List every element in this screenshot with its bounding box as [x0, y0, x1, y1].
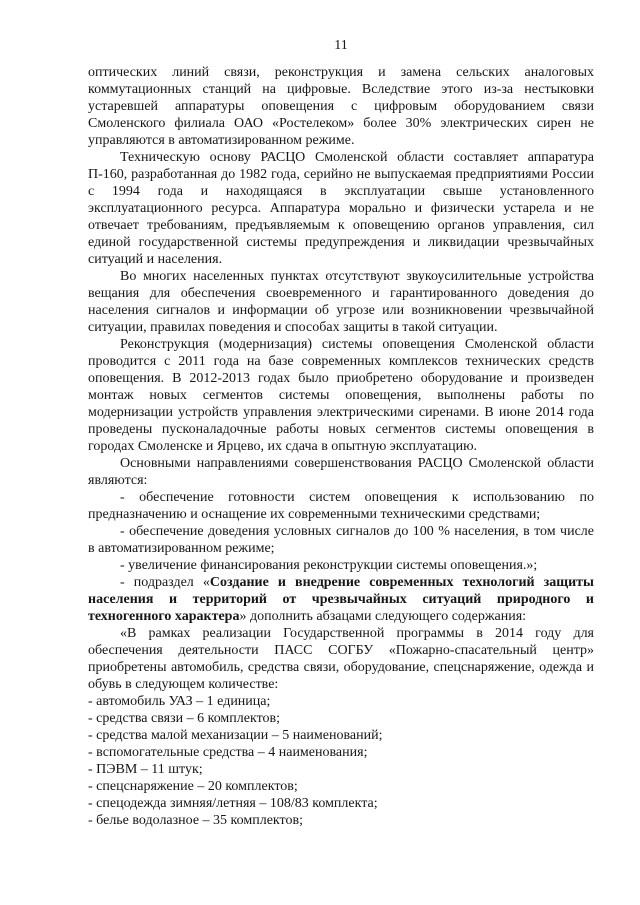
list-item: - спецодежда зимняя/летняя – 108/83 комплекта;	[88, 796, 378, 811]
list-item: - вспомогательные средства – 4 наименования;	[88, 745, 368, 760]
subsection-suffix: » дополнить абзацами следующего содержания:	[239, 609, 527, 624]
list-item: - спецснаряжение – 20 комплектов;	[88, 779, 298, 794]
paragraph-direction-readiness: - обеспечение готовности систем оповещения к использованию по предназначению и оснащение их современными техническими средствами;	[88, 490, 594, 522]
paragraph-subsection	[88, 574, 594, 625]
paragraph-program-purchases: «В рамках реализации Государственной программы в 2014 году для обеспечения деятельности ПАСС СОГБУ «Пожарно-спасательный центр» приобретены автомобиль, средства связи, оборудование, спецснаряжение, одежда и обувь в следующем количестве:	[88, 626, 594, 692]
page-number: 11	[334, 38, 348, 53]
paragraph-sound-devices: Во многих населенных пунктах отсутствуют звукоусилительные устройства вещания для обеспечения своевременного и гарантированного доведения до населения сигналов и информации об угрозе или возникновении чрезвычайной ситуации, правилах поведения и способах защиты в такой ситуации.	[88, 269, 594, 335]
subsection-prefix: - подраздел «	[120, 575, 210, 590]
subsection-title: Создание и внедрение современных технологий защиты населения и территорий от чрезвычайных ситуаций природного и техногенного характера	[88, 575, 594, 624]
list-item: - автомобиль УАЗ – 1 единица;	[88, 694, 271, 709]
list-item: - средства малой механизации – 5 наименований;	[88, 728, 383, 743]
paragraph-technical-basis: Техническую основу РАСЦО Смоленской области составляет аппаратура П-160, разработанная до 1982 года, серийно не выпускаемая предприятиями России с 1994 года и находящаяся в эксплуатации свыше установленного эксплуатационного ресурса. Аппаратура морально и физически устарела и не отвечает требованиям, предъявляемым к оповещению органов управления, сил единой государственной системы предупреждения и ликвидации чрезвычайных ситуаций и населения.	[88, 150, 594, 267]
purchase-list	[88, 693, 594, 829]
list-item: - средства связи – 6 комплектов;	[88, 711, 281, 726]
paragraph-direction-funding: - увеличение финансирования реконструкции системы оповещения.»;	[120, 558, 538, 573]
list-item: - белье водолазное – 35 комплектов;	[88, 813, 303, 828]
list-item: - ПЭВМ – 11 штук;	[88, 762, 203, 777]
paragraph-continuation: оптических линий связи, реконструкция и замена сельских аналоговых коммутационных станций на цифровые. Вследствие этого из-за нестыковки устаревшей аппаратуры оповещения с цифровым оборудованием связи Смоленского филиала ОАО «Ростелеком» более 30% электрических сирен не управляются в автоматизированном режиме.	[88, 65, 594, 148]
paragraph-main-directions: Основными направлениями совершенствования РАСЦО Смоленской области являются:	[88, 456, 594, 488]
paragraph-direction-signals: - обеспечение доведения условных сигналов до 100 % населения, в том числе в автоматизированном режиме;	[88, 524, 594, 556]
paragraph-reconstruction: Реконструкция (модернизация) системы оповещения Смоленской области проводится с 2011 года на базе современных комплексов технических средств оповещения. В 2012-2013 годах было приобретено оборудование и произведен монтаж новых сегментов системы оповещения, выполнены работы по модернизации устройств управления электрическими сиренами. В июне 2014 года проведены пусконаладочные работы новых сегментов системы оповещения в городах Смоленске и Ярцево, их сдача в опытную эксплуатацию.	[88, 337, 594, 454]
